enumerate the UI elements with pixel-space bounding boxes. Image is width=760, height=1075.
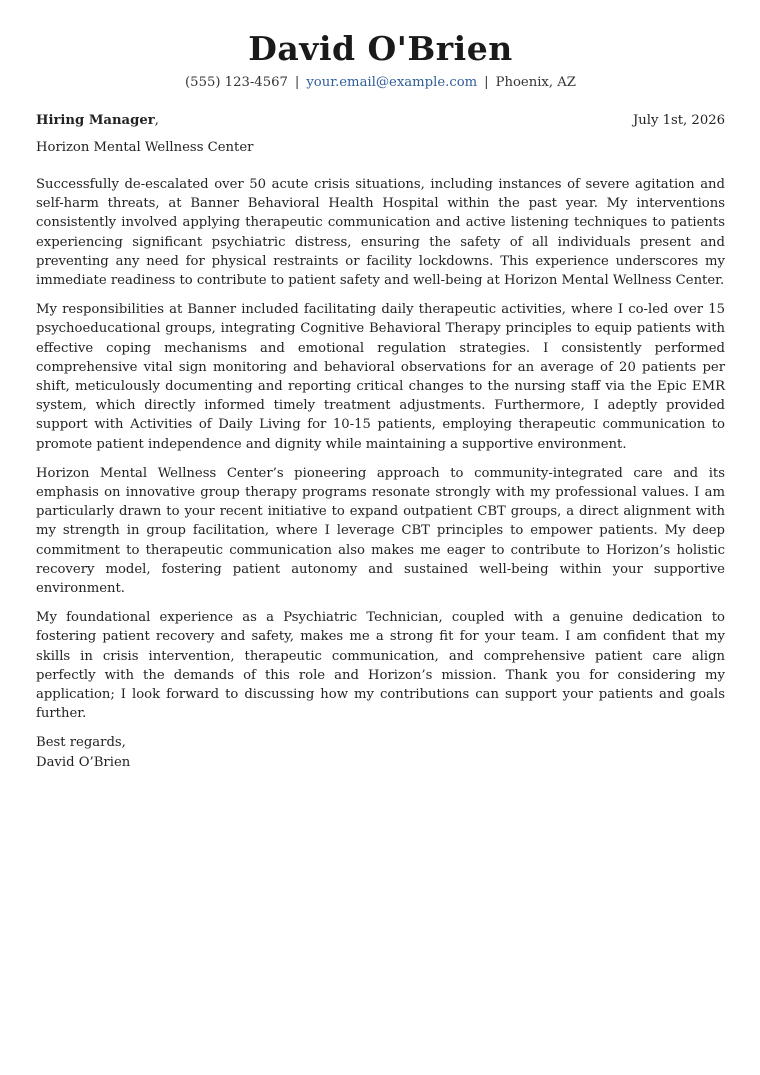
body-paragraph: My foundational experience as a Psychiatric Technician, coupled with a genuine dedication to fostering patient recovery and safety, makes me a strong fit for your team. I am confident that my skills in crisis intervention, therapeutic communication, and comprehensive patient care align perfectly with the demands of this role and Horizon’s mission. Thank you for considering my application; I look forward to discussing how my contributions can support your patients and goals further.: [36, 610, 725, 722]
recipient-line: [36, 112, 159, 130]
body-paragraph: My responsibilities at Banner included facilitating daily therapeutic activities, where I co-led over 15 psychoeducational groups, integrating Cognitive Behavioral Therapy principles to equip patients with effective coping mechanisms and emotional regulation strategies. I consistently performed comprehensive vital sign monitoring and behavioral observations for an average of 20 patients per shift, meticulously documenting and reporting critical changes to the nursing staff via the Epic EMR system, which directly informed timely treatment adjustments. Furthermore, I adeptly provided support with Activities of Daily Living for 10-15 patients, employing therapeutic communication to promote patient independence and dignity while maintaining a supportive environment.: [36, 302, 725, 452]
recipient-title-suffix: ,: [154, 113, 159, 128]
applicant-name: David O'Brien: [248, 29, 513, 68]
letter-date: July 1st, 2026: [632, 113, 725, 128]
phone-number: (555) 123-4567: [185, 75, 288, 90]
recipient-title: Hiring Manager: [36, 113, 155, 128]
closing-salutation: Best regards,: [36, 735, 126, 751]
signature-name: David O’Brien: [36, 754, 131, 770]
location: Phoenix, AZ: [495, 75, 576, 90]
contact-line: [36, 74, 725, 92]
body-paragraph: Successfully de-escalated over 50 acute crisis situations, including instances of severe agitation and self-harm threats, at Banner Behavioral Health Hospital within the past year. My interventions consistently involved applying therapeutic communication and active listening techniques to patients experiencing significant psychiatric distress, ensuring the safety of all individuals present and preventing any need for physical restraints or facility lockdowns. This experience underscores my immediate readiness to contribute to patient safety and well-being at Horizon Mental Wellness Center.: [36, 177, 725, 289]
contact-separator: |: [294, 75, 300, 90]
email-link[interactable]: your.email@example.com: [306, 75, 478, 90]
letter-body: [36, 175, 725, 723]
closing-block: [36, 733, 725, 771]
contact-separator: |: [484, 75, 489, 90]
cover-letter-page: [36, 28, 725, 772]
recipient-company: Horizon Mental Wellness Center: [36, 140, 254, 155]
recipient-date-row: [36, 112, 725, 130]
body-paragraph: Horizon Mental Wellness Center’s pioneering approach to community-integrated care and its emphasis on innovative group therapy programs resonate strongly with my professional values. I am particularly drawn to your recent initiative to expand outpatient CBT groups, a direct alignment with my strength in group facilitation, where I leverage CBT principles to empower patients. My deep commitment to therapeutic communication also makes me eager to contribute to Horizon’s holistic recovery model, fostering patient autonomy and sustained well-being within your supportive environment.: [36, 465, 725, 597]
